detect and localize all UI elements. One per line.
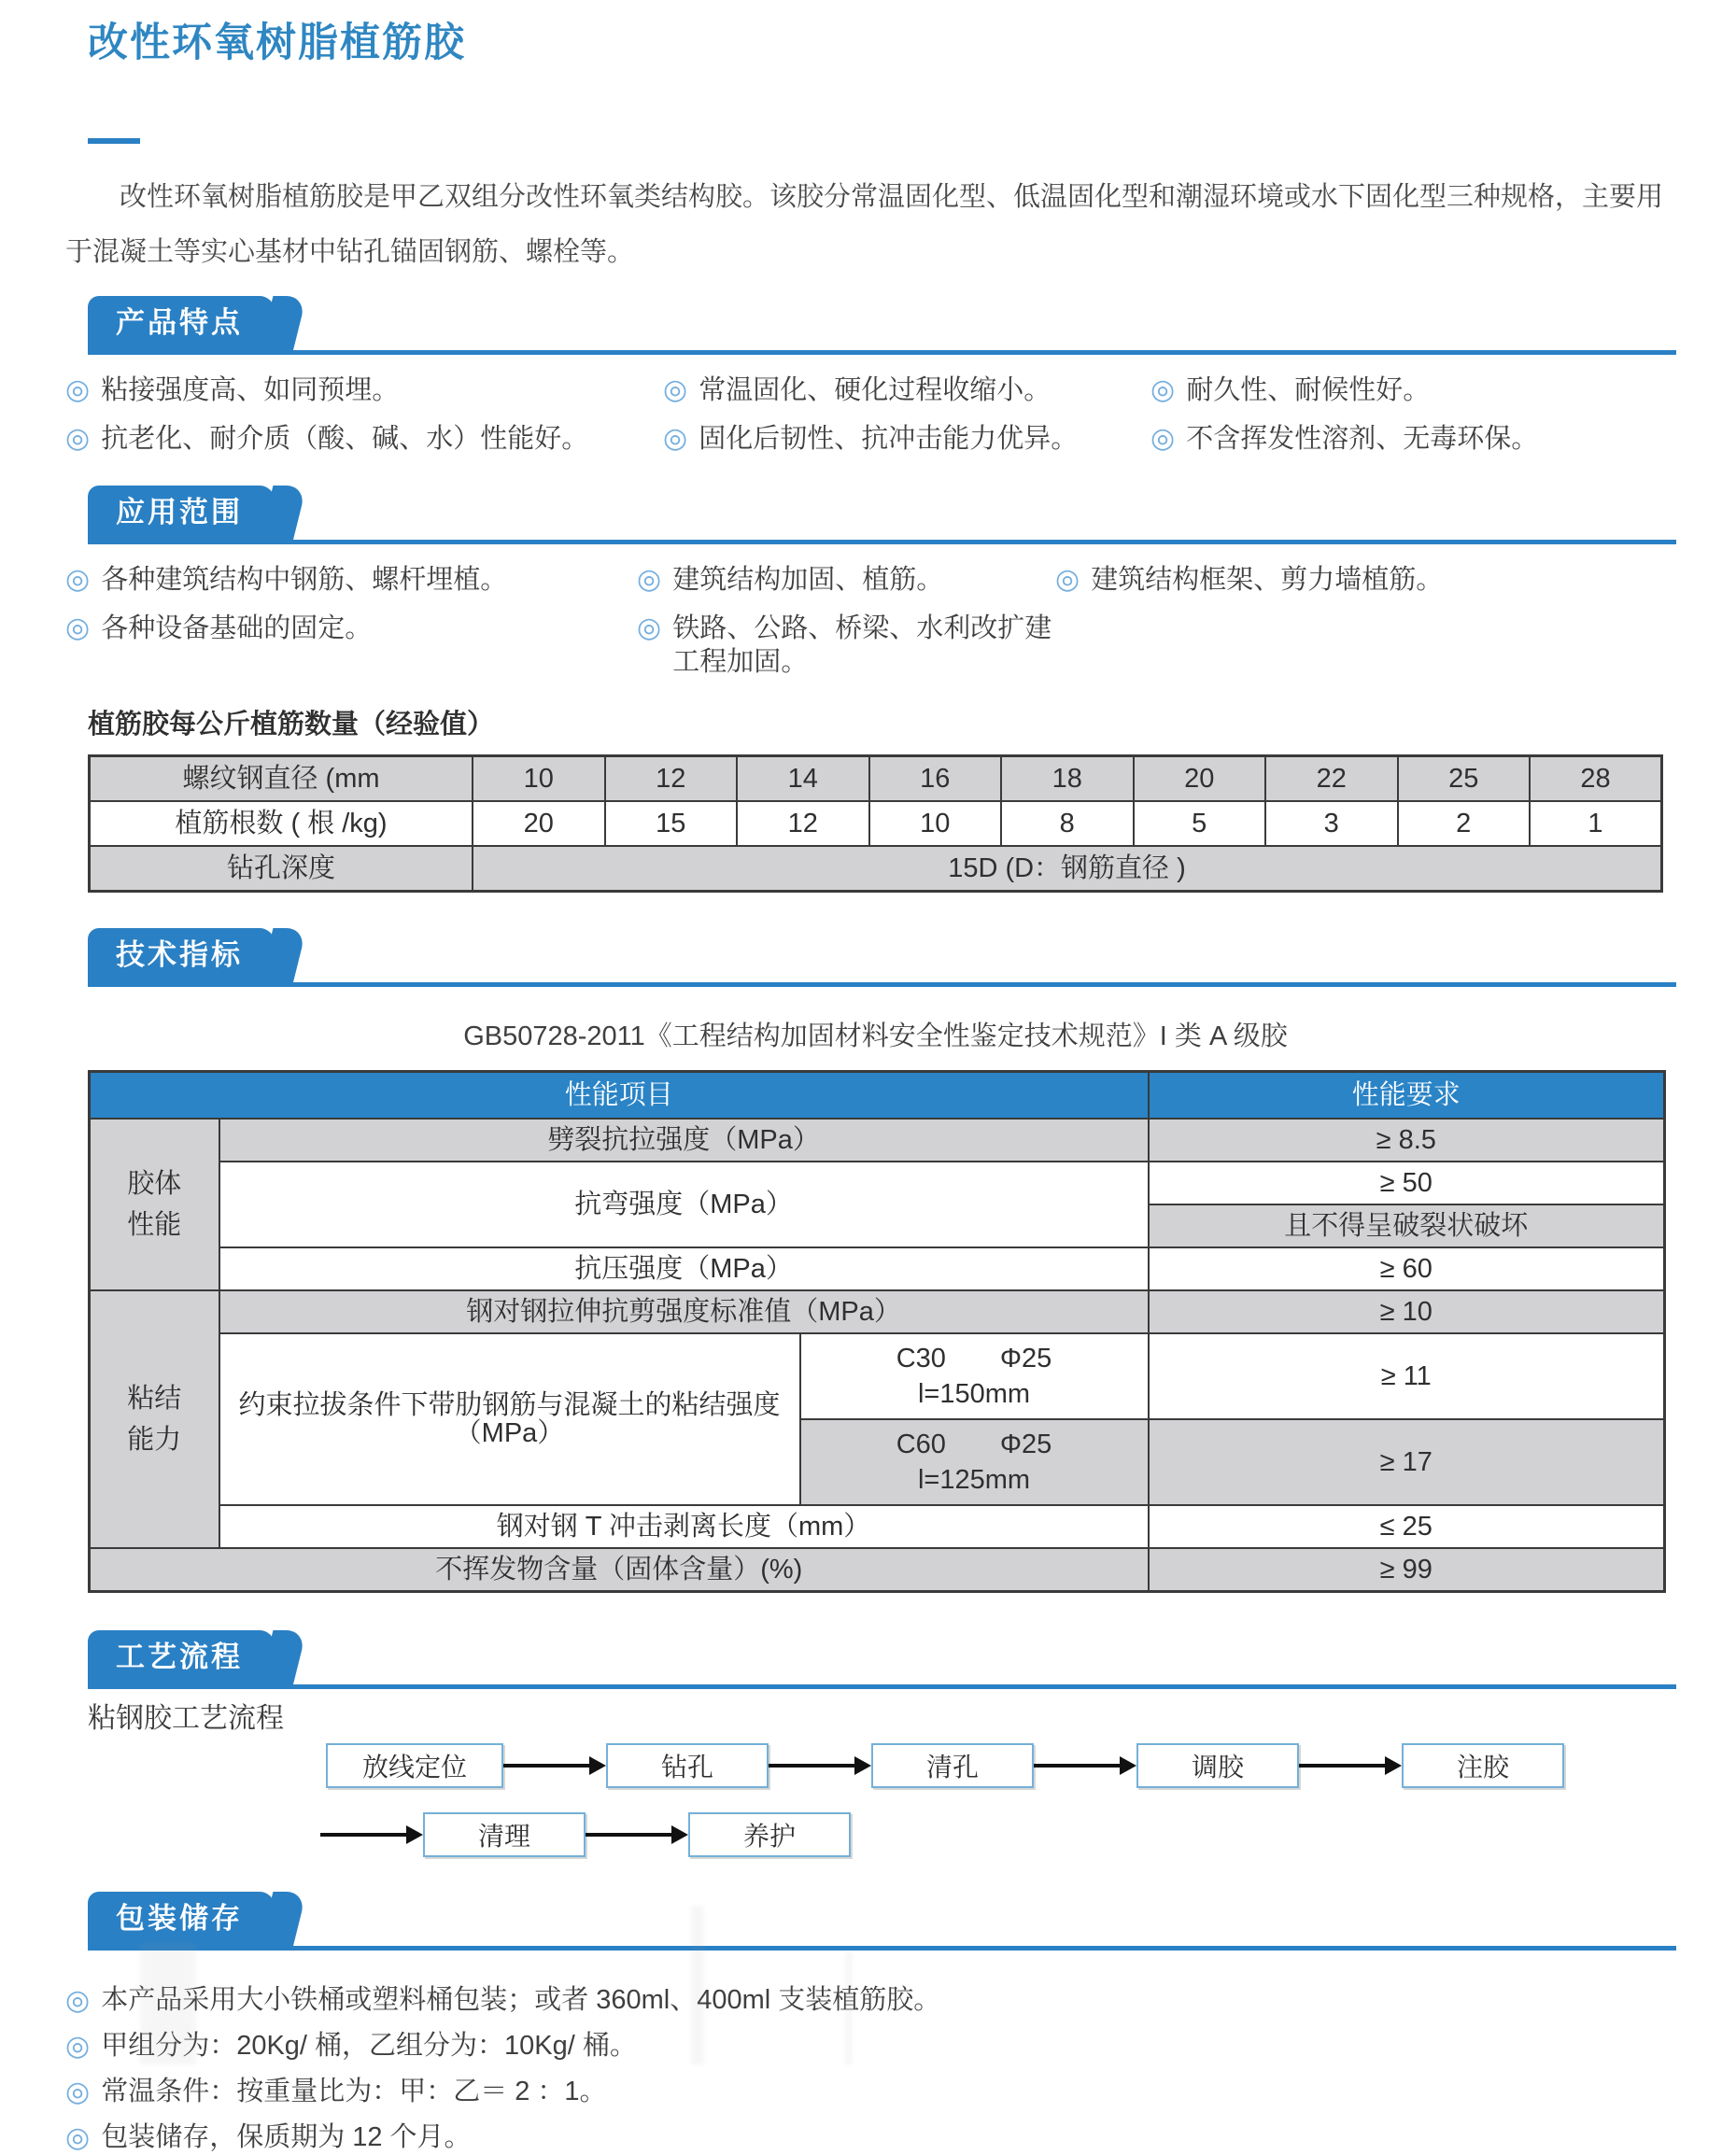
value-cell: 22 bbox=[1265, 756, 1398, 802]
page-title: 改性环氧树脂植筋胶 bbox=[88, 21, 466, 65]
tech-header-row bbox=[90, 1072, 1665, 1120]
tech-row-steel-shear bbox=[90, 1290, 1665, 1333]
condition-cell bbox=[800, 1419, 1149, 1505]
bullet-icon: ◎ bbox=[637, 564, 662, 595]
intro-paragraph: 改性环氧树脂植筋胶是甲乙双组分改性环氧类结构胶。该胶分常温固化型、低温固化型和潮湿环境或水下固化型三种规格，主要用于混凝土等实心基材中钻孔锚固钢筋、螺栓等。 bbox=[65, 182, 1664, 267]
header-cell-req: 性能要求 bbox=[1149, 1072, 1665, 1120]
packaging-text: 本产品采用大小铁桶或塑料桶包装；或者 360ml、400ml 支装植筋胶。 bbox=[101, 1985, 941, 2015]
tech-row-pullout-c30 bbox=[90, 1333, 1665, 1419]
packaging-text: 包装储存，保质期为 12 个月。 bbox=[101, 2122, 472, 2152]
section-header-tech bbox=[88, 928, 1676, 987]
tech-row-split-tensile bbox=[90, 1119, 1665, 1162]
row-label-cell: 螺纹钢直径 (mm bbox=[90, 756, 473, 802]
value-cell: 10 bbox=[869, 801, 1002, 846]
flow-arrow-icon bbox=[586, 1825, 688, 1844]
applications-badge bbox=[88, 486, 275, 540]
flow-step-label: 注胶 bbox=[1456, 1753, 1509, 1782]
bullet-icon: ◎ bbox=[65, 2031, 91, 2062]
requirement-cell: ≤ 25 bbox=[1149, 1505, 1665, 1548]
table-row bbox=[90, 756, 1662, 802]
application-text: 各种建筑结构中钢筋、螺杆埋植。 bbox=[101, 565, 508, 595]
bullet-icon: ◎ bbox=[65, 423, 91, 454]
flow-step-box bbox=[1402, 1743, 1564, 1788]
features-list bbox=[65, 373, 1663, 456]
feature-text: 固化后韧性、抗冲击能力优异。 bbox=[699, 424, 1079, 454]
bullet-icon: ◎ bbox=[1055, 564, 1080, 595]
requirement-cell: ≥ 8.5 bbox=[1149, 1119, 1665, 1162]
bullet-icon: ◎ bbox=[65, 564, 91, 595]
packaging-item bbox=[65, 2076, 1663, 2109]
tech-badge bbox=[88, 928, 275, 982]
tech-row-peel bbox=[90, 1505, 1665, 1548]
feature-item bbox=[65, 422, 663, 456]
flow-step-box bbox=[1136, 1743, 1299, 1788]
flow-arrow-icon bbox=[503, 1756, 606, 1775]
requirement-cell: ≥ 17 bbox=[1149, 1419, 1665, 1505]
feature-item bbox=[1150, 422, 1663, 456]
section-header-features bbox=[88, 296, 1676, 355]
property-cell: 钢对钢 T 冲击剥离长度（mm） bbox=[219, 1505, 1149, 1548]
condition-line: l=125mm bbox=[917, 1465, 1031, 1495]
packaging-item bbox=[65, 2121, 1663, 2155]
flow-arrow-icon bbox=[1299, 1756, 1402, 1775]
tech-row-flexural bbox=[90, 1162, 1665, 1204]
tech-heading: 技术指标 bbox=[116, 938, 243, 971]
property-cell: 钢对钢拉伸抗剪强度标准值（MPa） bbox=[219, 1290, 1149, 1333]
bullet-icon: ◎ bbox=[65, 1985, 91, 2016]
bullet-icon: ◎ bbox=[65, 613, 91, 643]
process-subtitle: 粘钢胶工艺流程 bbox=[88, 1703, 284, 1734]
application-item bbox=[637, 563, 1055, 597]
requirement-cell: ≥ 50 bbox=[1149, 1162, 1665, 1204]
process-heading: 工艺流程 bbox=[116, 1641, 243, 1673]
condition-cell bbox=[800, 1333, 1149, 1419]
bullet-icon: ◎ bbox=[65, 374, 91, 405]
section-header-packaging bbox=[88, 1892, 1676, 1951]
flow-step-box bbox=[423, 1812, 586, 1857]
tech-table bbox=[88, 1070, 1666, 1593]
value-cell: 14 bbox=[737, 756, 869, 802]
value-cell: 1 bbox=[1530, 801, 1662, 846]
value-cell: 12 bbox=[605, 756, 738, 802]
feature-text: 不含挥发性溶剂、无毒环保。 bbox=[1186, 424, 1539, 454]
bullet-icon: ◎ bbox=[65, 2122, 91, 2153]
condition-line: C30 Φ25 bbox=[896, 1344, 1052, 1373]
packaging-item bbox=[65, 1984, 1663, 2018]
condition-line: C60 Φ25 bbox=[896, 1430, 1052, 1459]
span-value-cell: 15D (D：钢筋直径 ) bbox=[473, 846, 1662, 892]
flow-step-label: 养护 bbox=[742, 1822, 796, 1851]
bullet-icon: ◎ bbox=[65, 2077, 91, 2107]
flow-step-label: 钻孔 bbox=[660, 1753, 713, 1782]
value-cell: 16 bbox=[869, 756, 1002, 802]
flow-arrow-icon bbox=[1034, 1756, 1136, 1775]
flow-step-box bbox=[606, 1743, 769, 1788]
tech-row-compressive bbox=[90, 1247, 1665, 1290]
property-cell: 不挥发物含量（固体含量）(%) bbox=[90, 1548, 1149, 1592]
requirement-cell: ≥ 60 bbox=[1149, 1247, 1665, 1290]
flow-arrow-icon bbox=[320, 1825, 423, 1844]
requirement-cell: ≥ 10 bbox=[1149, 1290, 1665, 1333]
applications-list bbox=[65, 563, 1663, 679]
packaging-heading: 包装储存 bbox=[116, 1902, 243, 1935]
flow-step-label: 放线定位 bbox=[361, 1753, 467, 1782]
watermark bbox=[845, 1952, 853, 2064]
property-cell: 抗压强度（MPa） bbox=[219, 1247, 1149, 1290]
dosage-table-caption: 植筋胶每公斤植筋数量（经验值） bbox=[88, 710, 495, 739]
property-cell: 抗弯强度（MPa） bbox=[219, 1162, 1149, 1247]
flow-arrow-icon bbox=[769, 1756, 871, 1775]
flow-step-label: 清理 bbox=[477, 1822, 530, 1851]
property-cell: 约束拉拔条件下带肋钢筋与混凝土的粘结强度（MPa） bbox=[219, 1333, 800, 1505]
watermark bbox=[691, 1906, 704, 2064]
tech-row-nonvolatile bbox=[90, 1548, 1665, 1592]
watermark bbox=[140, 1943, 196, 2064]
feature-item bbox=[663, 422, 1150, 456]
bullet-icon: ◎ bbox=[1150, 374, 1176, 405]
feature-item bbox=[65, 373, 663, 407]
application-item bbox=[65, 612, 637, 679]
application-text: 铁路、公路、桥梁、水利改扩建工程加固。 bbox=[672, 613, 1052, 677]
value-cell: 20 bbox=[473, 801, 605, 846]
application-item bbox=[65, 563, 637, 597]
requirement-cell: ≥ 11 bbox=[1149, 1333, 1665, 1419]
requirement-cell: 且不得呈破裂状破坏 bbox=[1149, 1204, 1665, 1247]
section-header-applications bbox=[88, 486, 1676, 544]
packaging-item bbox=[65, 2030, 1663, 2063]
application-item bbox=[1055, 563, 1663, 597]
packaging-text: 常温条件：按重量比为：甲：乙＝ 2 ：1。 bbox=[101, 2077, 607, 2106]
flow-step-box bbox=[326, 1743, 503, 1788]
property-cell: 劈裂抗拉强度（MPa） bbox=[219, 1119, 1149, 1162]
value-cell: 25 bbox=[1398, 756, 1531, 802]
application-item bbox=[637, 612, 1055, 679]
packaging-text: 甲组分为：20Kg/ 桶，乙组分为：10Kg/ 桶。 bbox=[101, 2031, 637, 2061]
application-text: 建筑结构加固、植筋。 bbox=[672, 565, 944, 595]
feature-text: 抗老化、耐介质（酸、碱、水）性能好。 bbox=[101, 424, 589, 454]
header-cell-item: 性能项目 bbox=[90, 1072, 1149, 1120]
value-cell: 12 bbox=[737, 801, 869, 846]
process-badge bbox=[88, 1630, 275, 1684]
flow-step-box bbox=[871, 1743, 1034, 1788]
value-cell: 3 bbox=[1265, 801, 1398, 846]
group-cell-bond: 粘结能力 bbox=[90, 1290, 219, 1548]
value-cell: 2 bbox=[1398, 801, 1531, 846]
condition-line: l=150mm bbox=[917, 1379, 1031, 1409]
bullet-icon: ◎ bbox=[1150, 423, 1176, 454]
flow-step-label: 调胶 bbox=[1191, 1753, 1244, 1782]
flow-step-box bbox=[688, 1812, 851, 1857]
feature-item bbox=[663, 373, 1150, 407]
feature-text: 粘接强度高、如同预埋。 bbox=[101, 375, 400, 405]
row-label-cell: 钻孔深度 bbox=[90, 846, 473, 892]
value-cell: 10 bbox=[473, 756, 605, 802]
requirement-cell: ≥ 99 bbox=[1149, 1548, 1665, 1592]
tech-standard-note: GB50728-2011《工程结构加固材料安全性鉴定技术规范》I 类 A 级胶 bbox=[463, 1021, 1288, 1051]
table-row bbox=[90, 846, 1662, 892]
value-cell: 5 bbox=[1134, 801, 1266, 846]
table-row bbox=[90, 801, 1662, 846]
features-heading: 产品特点 bbox=[116, 306, 243, 339]
section-header-process bbox=[88, 1630, 1676, 1689]
title-underline-dash bbox=[88, 138, 140, 144]
features-badge bbox=[88, 296, 275, 350]
group-cell-glue: 胶体性能 bbox=[90, 1119, 219, 1290]
applications-heading: 应用范围 bbox=[116, 496, 243, 528]
packaging-badge bbox=[88, 1892, 275, 1946]
value-cell: 15 bbox=[605, 801, 738, 846]
application-text: 各种设备基础的固定。 bbox=[101, 613, 373, 643]
flow-step-label: 清孔 bbox=[925, 1753, 979, 1782]
row-label-cell: 植筋根数 ( 根 /kg) bbox=[90, 801, 473, 846]
bullet-icon: ◎ bbox=[663, 423, 688, 454]
feature-item bbox=[1150, 373, 1663, 407]
value-cell: 18 bbox=[1001, 756, 1134, 802]
packaging-list bbox=[65, 1984, 1663, 2155]
feature-text: 耐久性、耐候性好。 bbox=[1186, 375, 1431, 405]
value-cell: 28 bbox=[1530, 756, 1662, 802]
dosage-table bbox=[88, 754, 1663, 893]
process-flow-row-2 bbox=[320, 1812, 1663, 1857]
process-flow-row-1 bbox=[326, 1743, 1663, 1788]
application-text: 建筑结构框架、剪力墙植筋。 bbox=[1091, 565, 1444, 595]
value-cell: 20 bbox=[1134, 756, 1266, 802]
bullet-icon: ◎ bbox=[637, 613, 662, 643]
feature-text: 常温固化、硬化过程收缩小。 bbox=[699, 375, 1051, 405]
value-cell: 8 bbox=[1001, 801, 1134, 846]
bullet-icon: ◎ bbox=[663, 374, 688, 405]
